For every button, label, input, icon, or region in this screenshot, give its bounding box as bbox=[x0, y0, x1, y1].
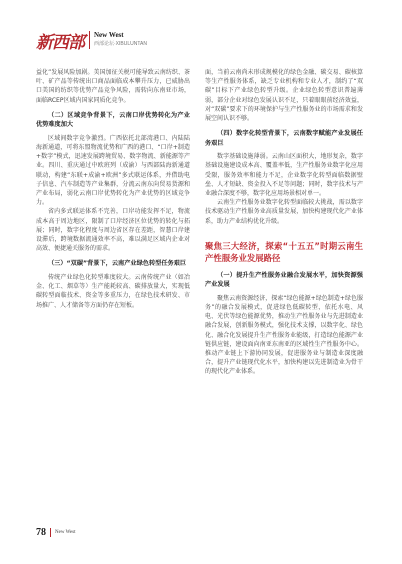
paragraph: 省内多式联运体系不完善，口岸功能发挥不足，物流成本高于周边地区，限制了口岸经济区位优势的转化与拓展；同时，数字化程度与周边省区存在差距，智慧口岸建设滞后，跨境数据流通效率不高，难以满足区域内企业对高效、便捷通关服务的需求。 bbox=[36, 208, 190, 253]
paragraph: 数字基础设施薄弱。云南山区面积大，地形复杂，数字基础设施建设成本高、覆盖率低，生产性服务业数字化应用受限，服务效率和能力不足，企业数字化转型面临数据壁垒、人才短缺、资金投入不足等问题；同时，数字技术与产业融合深度不够，数字化应用场景相对单一。 bbox=[205, 153, 363, 198]
paragraph: 面，当前云南尚未形成规模化的绿色金融、碳交易、碳核算等生产性服务体系，缺乏专业机构和专业人才，制约了“双碳”目标下产业绿色转型升级。企业绿色转型意识普遍薄弱，部分企业对绿色发展认识不足，只着眼眼前经济效益，对“双碳”要求下的环境保护与生产性服务业的市场需求和发展空间认识不够。 bbox=[205, 69, 363, 123]
page-footer bbox=[36, 527, 75, 538]
paragraph: 益化”发展风险加剧。美国加征关税可能导致云南纺织、茶叶、矿产品等传统出口商品面临成本攀升压力，已威胁出口美国的纺织等优势产品竞争风险，需转向东南亚市场，面临RCEP区域内国家同质化竞争。 bbox=[36, 69, 190, 104]
footer-divider bbox=[50, 528, 51, 537]
paragraph: 传统产业绿色化转型难度较大。云南传统产业（如冶金、化工、烟草等）生产能耗较高、碳排放量大，实现低碳转型面临技术、资金等多重压力，在绿色技术研发、市场推广、人才储备等方面仍存在短板。 bbox=[36, 273, 190, 309]
magazine-logo: 新西部 bbox=[36, 32, 84, 53]
section-title: 聚焦三大经济，探索“十五五”时期云南生产性服务业发展路径 bbox=[205, 240, 363, 264]
subheading: （二）区域竞争背景下，云南口岸优势转化为产业优势难度加大 bbox=[36, 111, 190, 129]
subheading: （一）提升生产性服务业融合发展水平，加快资源强产业发展 bbox=[205, 271, 363, 289]
subheading: （四）数字化转型背景下，云南数字赋能产业发展任务艰巨 bbox=[205, 130, 363, 147]
subheading: （三）“双碳”背景下，云南产业绿色转型任务艰巨 bbox=[48, 260, 187, 268]
right-column bbox=[205, 68, 363, 377]
masthead bbox=[36, 28, 147, 52]
logo-subtitle: 西部论坛·XIBULUNTAN bbox=[94, 41, 147, 47]
footer-brand: New West bbox=[55, 530, 76, 535]
paragraph: 区域间数字竞争激烈。广西依托北部湾港口、内陆陆海新通道，可将东盟物流优势和广西的港口、“口岸+制造+数字”模式，迅速发展跨境贸易、数字物流、新能源等产业。四川、重庆通过中欧班列（成渝）与西部陆海新通道联动，构建“东联+成渝+欧洲”多式联运体系，并借助电子信息、汽车制造等产业集群，分流云南东向贸易货源和产业布局，弱化云南口岸优势转化为产业优势的区域竞争力。 bbox=[36, 134, 190, 207]
paragraph: 云南生产性服务业数字化转型面临较大挑战，需以数字技术驱动生产性服务业高质量发展，加快构建现代化产业体系，助力产业结构优化升级。 bbox=[205, 199, 363, 225]
logo-english-block bbox=[89, 31, 147, 49]
left-column bbox=[36, 68, 190, 310]
page-number: 78 bbox=[36, 527, 46, 538]
logo-english-name: New West bbox=[94, 31, 124, 39]
paragraph: 聚焦云南资源经济，探索“绿色能源+绿色制造+绿色服务”的融合发展模式，促进绿色低碳转型，依托水电、风电、光伏等绿色能源优势，推动生产性服务业与先进制造业融合发展，创新服务模式，强化技术支撑，以数字化、绿色化、融合化发展提升生产性服务业能级，打造绿色能源产业链供应链，建设面向南亚东南亚的区域性生产性服务中心。推动产业链上下游协同发展，促进服务业与制造业深度融合，提升产业链现代化水平，加快构建以先进制造业为骨干的现代化产业体系。 bbox=[205, 294, 363, 376]
